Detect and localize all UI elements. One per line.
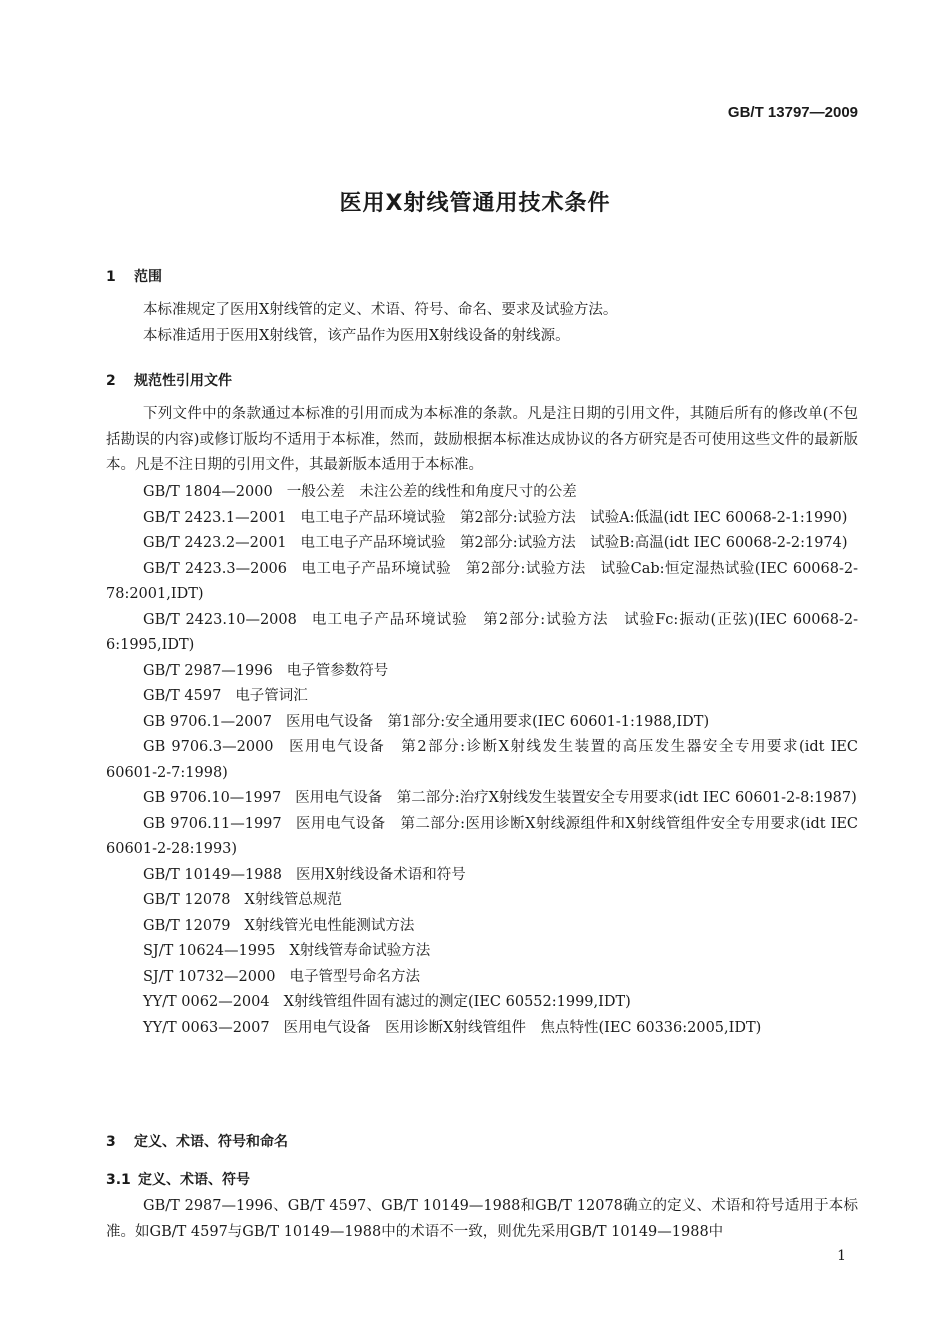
reference-code: GB/T 4597 bbox=[143, 688, 222, 704]
reference-code: GB/T 2423.3—2006 bbox=[143, 560, 287, 577]
reference-title: X射线管组件固有滤过的测定(IEC 60552:1999,IDT) bbox=[283, 994, 631, 1010]
reference-code: GB/T 2423.1—2001 bbox=[143, 509, 287, 526]
reference-item bbox=[106, 786, 858, 812]
reference-code: GB 9706.3—2000 bbox=[143, 739, 274, 755]
reference-title: 电工电子产品环境试验 第2部分:试验方法 试验Cab:恒定湿热试验(IEC 60068-2-78:2001,IDT) bbox=[106, 560, 858, 602]
reference-title: 电子管型号命名方法 bbox=[289, 968, 420, 985]
reference-title: 电工电子产品环境试验 第2部分:试验方法 试验B:高温(idt IEC 60068-2-2:1974) bbox=[300, 535, 848, 551]
reference-code: GB/T 2423.10—2008 bbox=[143, 611, 297, 628]
reference-code: GB/T 12078 bbox=[143, 892, 231, 908]
reference-item bbox=[106, 608, 858, 659]
scope-paragraph-1: 本标准规定了医用X射线管的定义、术语、符号、命名、要求及试验方法。 bbox=[143, 302, 618, 318]
section-2-heading bbox=[106, 370, 232, 390]
reference-code: SJ/T 10732—2000 bbox=[143, 968, 276, 985]
reference-title: 医用电气设备 医用诊断X射线管组件 焦点特性(IEC 60336:2005,IDT) bbox=[283, 1019, 762, 1036]
reference-title: X射线管总规范 bbox=[244, 892, 342, 908]
reference-item bbox=[106, 735, 858, 786]
standard-number: GB/T 13797—2009 bbox=[727, 104, 858, 121]
reference-item bbox=[106, 990, 858, 1016]
reference-title: 医用电气设备 第2部分:诊断X射线发生装置的高压发生器安全专用要求(idt IEC 60601-2-7:1998) bbox=[106, 739, 858, 781]
reference-code: GB/T 1804—2000 bbox=[143, 484, 273, 500]
definitions-paragraph: GB/T 2987—1996、GB/T 4597、GB/T 10149—1988和GB/T 12078确立的定义、术语和符号适用于本标准。如GB/T 4597与GB/T 10149—1988中的术语不一致，则优先采用GB/T 10149—1988中 bbox=[106, 1198, 858, 1240]
reference-code: YY/T 0063—2007 bbox=[143, 1019, 270, 1036]
reference-title: X射线管寿命试验方法 bbox=[289, 943, 431, 959]
reference-item bbox=[106, 939, 858, 965]
reference-item bbox=[106, 1016, 858, 1042]
section-title: 范围 bbox=[134, 269, 162, 285]
reference-item bbox=[106, 659, 858, 685]
reference-code: GB/T 10149—1988 bbox=[143, 866, 282, 883]
reference-code: GB/T 12079 bbox=[143, 917, 231, 934]
reference-title: 电子管参数符号 bbox=[286, 662, 389, 679]
document-title: 医用X射线管通用技术条件 bbox=[339, 191, 611, 216]
subsection-title: 定义、术语、符号 bbox=[138, 1172, 250, 1188]
reference-title: 电工电子产品环境试验 第2部分:试验方法 试验Fc:振动(正弦)(IEC 60068-2-6:1995,IDT) bbox=[106, 611, 858, 653]
reference-title: 医用电气设备 第1部分:安全通用要求(IEC 60601-1:1988,IDT) bbox=[286, 713, 710, 730]
reference-item bbox=[106, 888, 858, 914]
reference-item bbox=[106, 965, 858, 991]
section-1-heading bbox=[106, 266, 162, 286]
section-number: 1 bbox=[106, 269, 116, 285]
section-number: 2 bbox=[106, 373, 116, 389]
page-number: 1 bbox=[837, 1248, 846, 1264]
reference-item bbox=[106, 812, 858, 863]
section-title: 规范性引用文件 bbox=[134, 373, 232, 389]
reference-title: 医用X射线设备术语和符号 bbox=[295, 866, 466, 883]
reference-code: GB/T 2423.2—2001 bbox=[143, 535, 287, 551]
references-intro: 下列文件中的条款通过本标准的引用而成为本标准的条款。凡是注日期的引用文件，其随后所有的修改单(不包括勘误的内容)或修订版均不适用于本标准，然而，鼓励根据本标准达成协议的各方研究是否可使用这些文件的最新版本。凡是不注日期的引用文件，其最新版本适用于本标准。 bbox=[106, 406, 858, 473]
reference-list bbox=[106, 480, 858, 1041]
subsection-number: 3.1 bbox=[106, 1172, 131, 1188]
section-3-heading bbox=[106, 1131, 288, 1151]
reference-title: X射线管光电性能测试方法 bbox=[244, 917, 415, 934]
reference-item bbox=[106, 710, 858, 736]
reference-title: 医用电气设备 第二部分:治疗X射线发生装置安全专用要求(idt IEC 60601-2-8:1987) bbox=[295, 790, 857, 806]
reference-item bbox=[106, 684, 858, 710]
reference-code: SJ/T 10624—1995 bbox=[143, 943, 276, 959]
section-title: 定义、术语、符号和命名 bbox=[134, 1134, 288, 1150]
reference-item bbox=[106, 914, 858, 940]
reference-code: GB/T 2987—1996 bbox=[143, 662, 273, 679]
reference-item bbox=[106, 863, 858, 889]
reference-title: 医用电气设备 第二部分:医用诊断X射线源组件和X射线管组件安全专用要求(idt IEC 60601-2-28:1993) bbox=[106, 815, 858, 857]
reference-code: GB 9706.1—2007 bbox=[143, 713, 272, 730]
reference-item bbox=[106, 531, 858, 557]
reference-code: GB 9706.10—1997 bbox=[143, 790, 282, 806]
section-number: 3 bbox=[106, 1134, 116, 1150]
reference-code: YY/T 0062—2004 bbox=[143, 994, 270, 1010]
reference-item bbox=[106, 480, 858, 506]
reference-code: GB 9706.11—1997 bbox=[143, 815, 282, 832]
reference-title: 一般公差 未注公差的线性和角度尺寸的公差 bbox=[286, 484, 577, 500]
scope-paragraph-2: 本标准适用于医用X射线管，该产品作为医用X射线设备的射线源。 bbox=[143, 328, 570, 344]
reference-title: 电子管词汇 bbox=[235, 688, 308, 704]
reference-item bbox=[106, 506, 858, 532]
subsection-3-1-heading bbox=[106, 1169, 250, 1189]
reference-item bbox=[106, 557, 858, 608]
reference-title: 电工电子产品环境试验 第2部分:试验方法 试验A:低温(idt IEC 60068-2-1:1990) bbox=[300, 509, 848, 526]
